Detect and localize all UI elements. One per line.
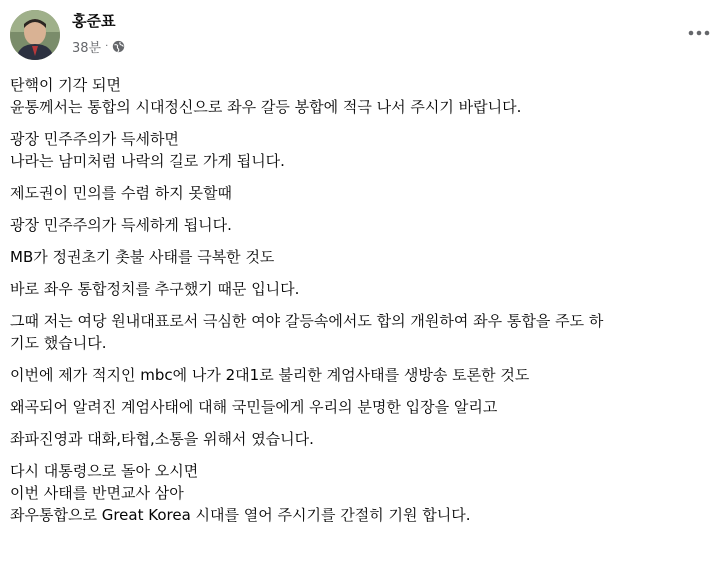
- avatar[interactable]: [10, 10, 60, 60]
- post-paragraph: [10, 278, 714, 300]
- separator-dot: ·: [105, 41, 109, 52]
- post-paragraph: [10, 214, 714, 236]
- post-paragraph: [10, 428, 714, 450]
- author-name[interactable]: 홍준표: [72, 12, 116, 30]
- post-text-line: 광장 민주주의가 득세하면: [10, 130, 179, 148]
- post-header: [10, 6, 714, 60]
- post-text-line: 탄핵이 기각 되면: [10, 76, 121, 94]
- post-text-line: 왜곡되어 알려진 계엄사태에 대해 국민들에게 우리의 분명한 입장을 알리고: [10, 398, 498, 416]
- profile-photo: [10, 10, 60, 60]
- post-text-line: 이번 사태를 반면교사 삼아: [10, 484, 184, 502]
- post-paragraph: [10, 460, 714, 526]
- post-text-line: 바로 좌우 통합정치를 추구했기 때문 입니다.: [10, 280, 300, 298]
- timestamp[interactable]: 38분: [72, 41, 102, 56]
- post-text-line: 이번에 제가 적지인 mbc에 나가 2대1로 불리한 계엄사태를 생방송 토론한 것도: [10, 366, 530, 384]
- post-paragraph: [10, 128, 714, 172]
- globe-icon[interactable]: [112, 40, 125, 53]
- post-paragraph: [10, 396, 714, 418]
- post-text-line: 나라는 남미처럼 나락의 길로 가게 됩니다.: [10, 152, 285, 170]
- post-text-line: 기도 했습니다.: [10, 334, 107, 352]
- post-body: [10, 74, 714, 536]
- post-text-line: 좌우통합으로 Great Korea 시대를 열어 주시기를 간절히 기원 합니다.: [10, 506, 471, 524]
- post-text-line: 다시 대통령으로 돌아 오시면: [10, 462, 199, 480]
- post-paragraph: [10, 246, 714, 268]
- post-paragraph: [10, 364, 714, 386]
- post-paragraph: [10, 310, 714, 354]
- post-text-line: 좌파진영과 대화,타협,소통을 위해서 였습니다.: [10, 430, 314, 448]
- post-paragraph: [10, 74, 714, 118]
- post-paragraph: [10, 182, 714, 204]
- post-text-line: 그때 저는 여당 원내대표로서 극심한 여야 갈등속에서도 합의 개원하여 좌우 통합을 주도 하: [10, 312, 604, 330]
- post-text-line: 제도권이 민의를 수렴 하지 못할때: [10, 184, 232, 202]
- post-text-line: 광장 민주주의가 득세하게 됩니다.: [10, 216, 232, 234]
- more-options-icon[interactable]: [684, 18, 714, 48]
- post-meta: [72, 37, 125, 56]
- post-text-line: 윤통께서는 통합의 시대정신으로 좌우 갈등 봉합에 적극 나서 주시기 바랍니다.: [10, 98, 522, 116]
- post-text-line: MB가 정권초기 촛불 사태를 극복한 것도: [10, 248, 275, 266]
